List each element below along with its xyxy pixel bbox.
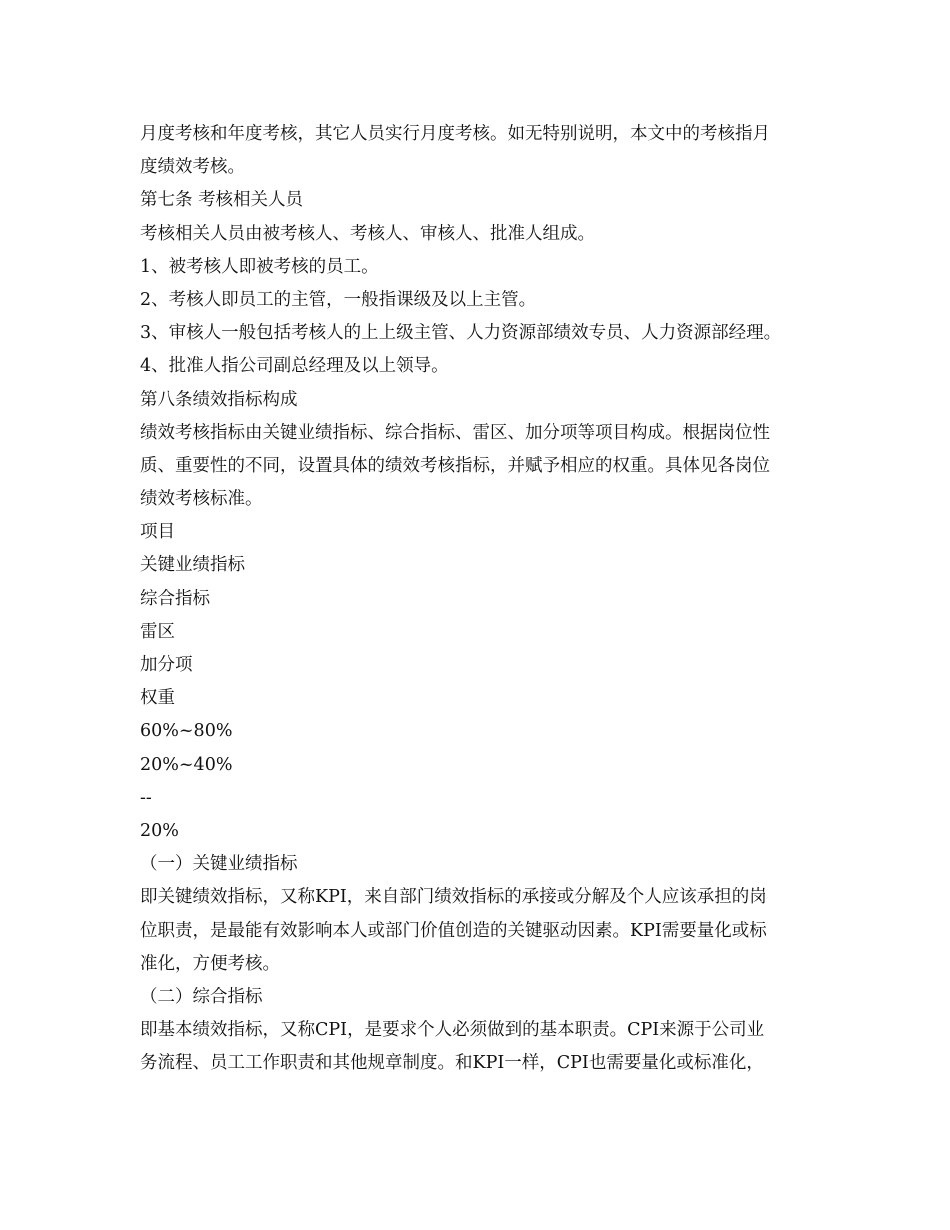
list-item: 1、被考核人即被考核的员工。 bbox=[140, 256, 379, 277]
table-cell: 加分项 bbox=[140, 655, 193, 675]
text-line: 即关键绩效指标，又称KPI，来自部门绩效指标的承接或分解及个人应该承担的岗 bbox=[140, 887, 767, 908]
table-cell: 20%~40% bbox=[140, 754, 233, 775]
text-line: 考核相关人员由被考核人、考核人、审核人、批准人组成。 bbox=[140, 223, 595, 244]
text-line: 绩效考核标准。 bbox=[140, 489, 263, 510]
table-cell: 项目 bbox=[140, 522, 175, 543]
table-cell: 20% bbox=[140, 820, 179, 841]
document-body bbox=[140, 118, 820, 1080]
text-line: 度绩效考核。 bbox=[140, 157, 245, 178]
subsection-heading: （二）综合指标 bbox=[140, 986, 263, 1007]
section-heading: 第八条绩效指标构成 bbox=[140, 389, 298, 410]
list-item: 3、审核人一般包括考核人的上上级主管、人力资源部绩效专员、人力资源部经理。 bbox=[140, 323, 782, 344]
text-line: 准化，方便考核。 bbox=[140, 953, 280, 974]
table-cell: 关键业绩指标 bbox=[140, 555, 245, 576]
table-cell: 雷区 bbox=[140, 621, 175, 642]
text-line: 月度考核和年度考核，其它人员实行月度考核。如无特别说明，本文中的考核指月 bbox=[140, 124, 770, 144]
table-cell: 60%~80% bbox=[140, 721, 233, 742]
table-cell: 综合指标 bbox=[140, 588, 210, 609]
table-cell: 权重 bbox=[140, 688, 175, 709]
subsection-heading: （一）关键业绩指标 bbox=[140, 854, 298, 875]
text-line: 绩效考核指标由关键业绩指标、综合指标、雷区、加分项等项目构成。根据岗位性 bbox=[140, 422, 770, 443]
section-heading: 第七条 考核相关人员 bbox=[140, 190, 304, 211]
list-item: 2、考核人即员工的主管，一般指课级及以上主管。 bbox=[140, 289, 537, 310]
table-cell: -- bbox=[140, 787, 152, 808]
text-line: 位职责，是最能有效影响本人或部门价值创造的关键驱动因素。KPI需要量化或标 bbox=[140, 920, 767, 941]
text-line: 即基本绩效指标，又称CPI，是要求个人必须做到的基本职责。CPI来源于公司业 bbox=[140, 1020, 765, 1041]
text-line: 质、重要性的不同，设置具体的绩效考核指标，并赋予相应的权重。具体见各岗位 bbox=[140, 455, 770, 476]
list-item: 4、批准人指公司副总经理及以上领导。 bbox=[140, 356, 449, 377]
text-line: 务流程、员工工作职责和其他规章制度。和KPI一样，CPI也需要量化或标准化， bbox=[140, 1053, 764, 1074]
